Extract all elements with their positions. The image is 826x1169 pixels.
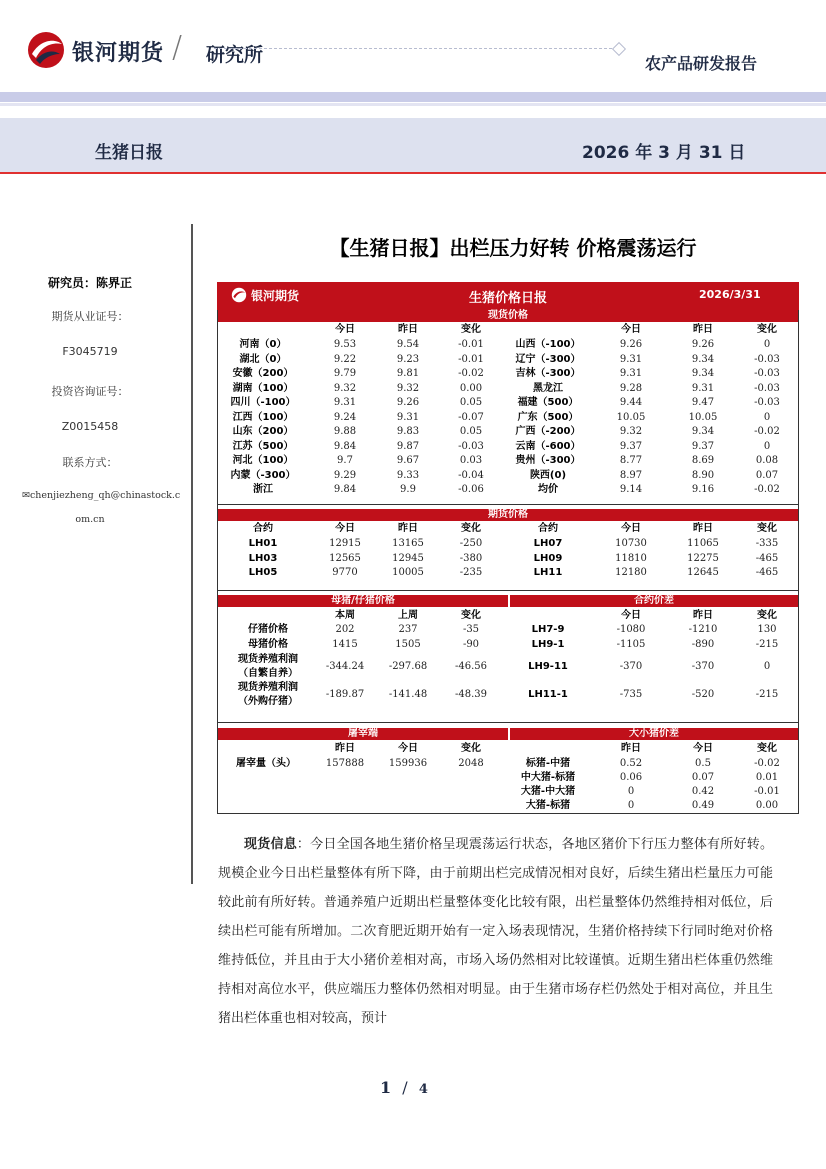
spot-price-cell: 0.03: [459, 455, 483, 466]
spot-info-lead: 现货信息: [244, 837, 297, 852]
region-name: 山东（200）: [232, 426, 294, 437]
spot-price-cell: -0.01: [458, 353, 484, 365]
futures-price-cell: 11065: [687, 538, 719, 549]
institute-name: 研究所: [206, 44, 264, 66]
section-divider: [218, 722, 798, 723]
size-value-cell: 0: [627, 786, 635, 797]
size-header: 今日: [693, 743, 713, 754]
sidebar-divider: [191, 224, 193, 884]
spread-value-cell: -890: [691, 639, 715, 650]
spot-price-cell: 9.47: [691, 397, 715, 408]
page-separator: /: [402, 1078, 408, 1097]
spot-price-cell: -0.07: [458, 411, 484, 423]
region-name: 安徽（200）: [232, 368, 294, 379]
spread-value-cell: -370: [619, 661, 643, 672]
spread-value-cell: -1210: [688, 624, 718, 635]
spot-price-cell: 0: [763, 339, 771, 350]
sow-value-cell: -90: [462, 639, 480, 650]
futures-price-cell: 12565: [329, 552, 361, 564]
spot-header-left: 今日: [335, 324, 355, 335]
spread-value-cell: 0: [763, 661, 771, 672]
spot-price-cell: 9.83: [396, 426, 420, 437]
slaughter-value-cell: 157888: [325, 758, 365, 769]
sow-value-cell: -48.39: [454, 689, 487, 700]
spot-price-cell: 9.28: [619, 382, 643, 394]
spot-price-cell: -0.06: [458, 484, 484, 495]
sow-header: 上周: [398, 610, 418, 621]
spot-info-colon: ：: [296, 837, 311, 852]
region-name: 江西（100）: [232, 411, 294, 423]
futures-header-left: 今日: [335, 523, 355, 534]
spread-value-cell: -520: [691, 689, 715, 700]
email-line-2: om.cn: [75, 514, 105, 525]
spread-value-cell: -1080: [616, 624, 646, 635]
spot-price-cell: -0.03: [754, 382, 780, 394]
region-name: 内蒙（-300）: [230, 469, 296, 481]
spot-price-cell: 9.23: [396, 353, 420, 365]
futures-header-right: 变化: [757, 523, 777, 534]
slaughter-header: 昨日: [335, 743, 355, 754]
futures-price-cell: -465: [755, 567, 779, 578]
spot-price-cell: 9.37: [619, 440, 643, 452]
futures-section-bar: 期货价格: [218, 509, 798, 521]
region-name: 贵州（-300）: [515, 455, 581, 466]
spot-price-cell: -0.02: [754, 484, 780, 495]
report-name: 生猪日报: [95, 143, 163, 163]
spot-price-cell: 9.22: [333, 353, 357, 365]
table-title: 生猪价格日报: [468, 291, 547, 306]
email-link[interactable]: [22, 490, 182, 501]
spot-price-cell: 9.31: [619, 353, 643, 365]
spread-header: 今日: [621, 610, 641, 621]
size-value-cell: 0.06: [619, 772, 643, 783]
spot-price-cell: 9.31: [396, 411, 420, 423]
spot-price-cell: 9.26: [396, 397, 420, 408]
cert-number: F3045719: [62, 345, 118, 358]
spread-name: LH11-1: [528, 689, 568, 700]
spot-price-cell: -0.02: [754, 426, 780, 437]
advisor-number: Z0015458: [61, 420, 119, 433]
spot-price-cell: 0.05: [459, 426, 483, 437]
spot-header-right: 今日: [621, 324, 641, 335]
size-value-cell: 0.00: [755, 800, 779, 811]
spot-price-cell: -0.03: [754, 353, 780, 365]
region-name: 河南（0）: [239, 339, 287, 350]
spot-price-cell: 9.34: [691, 426, 715, 437]
region-name: 四川（-100）: [230, 397, 296, 408]
spot-price-cell: 9.67: [396, 455, 420, 466]
futures-price-cell: -235: [459, 567, 483, 578]
sow-value-cell: -141.48: [388, 689, 428, 700]
size-header: 昨日: [621, 743, 641, 754]
futures-price-cell: 11810: [615, 552, 647, 564]
table-date: 2026/3/31: [699, 288, 761, 301]
spot-price-cell: 9.88: [333, 426, 357, 437]
spot-price-cell: -0.03: [458, 440, 484, 452]
spot-price-cell: 9.32: [619, 426, 643, 437]
spot-price-cell: 10.05: [616, 411, 646, 423]
spot-info-text: 今日全国各地生猪价格呈现震荡运行状态，各地区猪价下行压力整体有所好转。规模企业今日出栏量整体有所下降，由于前期出栏完成情况相对良好，后续生猪出栏量压力可能较此前有所好转。普通养殖户近期出栏量整体变化比较有限，出栏量整体仍然维持相对低位，后续出栏可能有所增加。二次育肥近期开始有一定入场表现情况，生猪价格持续下行同时绝对价格维持低位，并且由于大小猪价差相对高，市场入场仍然相对比较谨慎。近期生猪出栏体重仍然维持相对高位水平，供应端压力整体仍然相对明显。由于生猪市场存栏仍然处于相对高位，并且生猪出栏体重也相对较高，预计: [218, 837, 773, 1026]
email-line-1: chenjiezheng_qh@chinastock.c: [29, 490, 181, 501]
spot-price-cell: -0.01: [458, 339, 484, 350]
futures-price-cell: 12180: [615, 567, 647, 578]
slaughter-header: 今日: [398, 743, 418, 754]
futures-price-cell: -250: [459, 538, 483, 549]
spot-price-cell: 8.90: [691, 469, 715, 481]
contract-name: LH05: [248, 567, 278, 578]
size-spread-name: 标猪-中猪: [525, 758, 571, 769]
slaughter-header: 变化: [461, 743, 481, 754]
galaxy-logo-icon: [26, 30, 66, 70]
slaughter-label: 屠宰量（头）: [236, 758, 296, 769]
spot-price-cell: 9.32: [333, 382, 357, 394]
spot-price-cell: 8.97: [619, 469, 643, 481]
futures-header-right: 昨日: [693, 523, 713, 534]
spot-price-cell: 9.79: [333, 368, 357, 379]
spot-price-cell: 8.69: [691, 455, 715, 466]
size-spread-name: 中大猪-标猪: [520, 772, 576, 783]
futures-price-cell: -465: [755, 552, 779, 564]
page-total: 4: [418, 1082, 428, 1097]
profit-sublabel: （自繁自养）: [238, 668, 298, 679]
spot-price-cell: 10.05: [688, 411, 718, 423]
region-name: 广东（500）: [517, 411, 579, 423]
region-name: 陕西(0): [529, 469, 567, 481]
page-number: 1: [380, 1078, 392, 1097]
spot-price-cell: 9.33: [396, 469, 420, 481]
spot-price-cell: 9.31: [619, 368, 643, 379]
region-name: 河北（100）: [232, 455, 294, 466]
region-name: 辽宁（-300）: [515, 353, 581, 365]
futures-price-cell: 12915: [329, 538, 361, 549]
futures-header-left: 合约: [253, 523, 273, 534]
contract-name: LH11: [533, 567, 563, 578]
futures-header-right: 合约: [538, 523, 558, 534]
spot-price-cell: 9.37: [691, 440, 715, 452]
spot-info-paragraph: [218, 830, 773, 1033]
report-category: 农产品研发报告: [645, 54, 758, 73]
futures-price-cell: -335: [755, 538, 779, 549]
header-stripe: [0, 92, 826, 102]
spot-price-cell: 9.29: [333, 469, 357, 481]
slaughter-section-bar: 屠宰端: [218, 728, 508, 740]
size-value-cell: 0.49: [691, 800, 715, 811]
sow-header: 本周: [335, 610, 355, 621]
report-title: 【生猪日报】出栏压力好转 价格震荡运行: [329, 236, 697, 260]
diamond-icon: [612, 42, 626, 56]
sow-label: 母猪价格: [248, 639, 288, 650]
spot-price-cell: 9.24: [333, 411, 357, 423]
profit-label: 现货养殖利润: [238, 682, 298, 693]
header-dashed-line: [214, 48, 622, 49]
size-value-cell: 0.5: [695, 758, 711, 769]
sow-value-cell: -189.87: [325, 689, 365, 700]
report-date: 2026 年 3 月 31 日: [582, 143, 746, 163]
futures-header-left: 变化: [461, 523, 481, 534]
futures-price-cell: 12945: [392, 552, 424, 564]
contract-name: LH07: [533, 538, 563, 549]
sow-value-cell: -344.24: [325, 661, 365, 672]
region-name: 浙江: [253, 484, 273, 495]
futures-header-right: 今日: [621, 523, 641, 534]
researcher-name: 研究员：陈界正: [47, 276, 132, 290]
region-name: 湖北（0）: [239, 353, 287, 365]
spot-price-cell: 0: [763, 411, 771, 423]
spot-price-cell: 9.54: [396, 339, 420, 350]
spot-header-right: 昨日: [693, 324, 713, 335]
spread-section-bar: 合约价差: [510, 595, 798, 607]
size-value-cell: -0.02: [754, 758, 780, 769]
futures-price-cell: 12275: [687, 552, 719, 564]
sow-value-cell: 1505: [395, 639, 421, 650]
size-value-cell: 0: [627, 800, 635, 811]
slaughter-value-cell: 159936: [388, 758, 428, 769]
spot-price-cell: 9.84: [333, 484, 357, 495]
spread-value-cell: -1105: [616, 639, 646, 650]
sow-value-cell: 237: [398, 624, 418, 635]
contract-name: LH01: [248, 538, 278, 549]
region-name: 山西（-100）: [515, 339, 581, 350]
spot-price-cell: 9.44: [619, 397, 643, 408]
size-value-cell: 0.01: [755, 772, 779, 783]
region-name: 均价: [538, 484, 558, 495]
spot-price-cell: 9.9: [400, 484, 416, 495]
brand-name: 银河期货: [72, 41, 165, 66]
region-name: 福建（500）: [517, 397, 579, 408]
spread-value-cell: 130: [757, 624, 777, 635]
region-name: 黑龙江: [533, 382, 563, 394]
spread-header: 昨日: [693, 610, 713, 621]
futures-price-cell: 12645: [687, 567, 719, 578]
spot-price-cell: 9.34: [691, 353, 715, 365]
spot-price-cell: 9.84: [333, 440, 357, 452]
region-name: 湖南（100）: [232, 382, 294, 394]
spot-price-cell: 9.14: [619, 484, 643, 495]
spot-price-cell: 0.00: [459, 382, 483, 394]
page-indicator: [380, 1078, 428, 1097]
report-band-rule: [0, 172, 826, 174]
size-value-cell: -0.01: [754, 786, 780, 797]
spot-price-cell: 9.26: [619, 339, 643, 350]
spread-name: LH9-11: [528, 661, 568, 672]
spot-price-cell: 9.7: [337, 455, 353, 466]
spot-price-cell: -0.04: [458, 469, 484, 481]
advisor-label: 投资咨询证号：: [51, 385, 129, 398]
region-name: 吉林（-300）: [515, 368, 581, 379]
contract-name: LH03: [248, 552, 278, 564]
table-logo-text: 银河期货: [251, 289, 300, 303]
region-name: 广西（-200）: [515, 426, 581, 437]
futures-price-cell: 10005: [392, 567, 424, 578]
futures-price-cell: 13165: [392, 538, 424, 549]
cert-label: 期货从业证号：: [51, 310, 129, 323]
spot-header-right: 变化: [757, 324, 777, 335]
spot-price-cell: 9.53: [333, 339, 357, 350]
spot-price-cell: -0.03: [754, 368, 780, 379]
mail-icon: ✉: [22, 490, 30, 501]
sow-header: 变化: [461, 610, 481, 621]
spot-price-cell: 0.05: [459, 397, 483, 408]
spot-price-cell: 9.16: [691, 484, 715, 495]
sow-value-cell: 1415: [332, 639, 358, 650]
sow-label: 仔猪价格: [248, 624, 288, 635]
region-name: 云南（-600）: [515, 440, 581, 452]
spread-value-cell: -735: [619, 689, 643, 700]
sow-section-bar: 母猪/仔猪价格: [218, 595, 508, 607]
sow-value-cell: -46.56: [454, 661, 487, 672]
spot-price-cell: 0.08: [755, 455, 779, 466]
futures-price-cell: 9770: [332, 567, 358, 578]
size-spread-name: 大猪-标猪: [525, 800, 571, 811]
price-table-body: [218, 282, 798, 812]
spread-header: 变化: [757, 610, 777, 621]
size-spread-name: 大猪-中大猪: [520, 786, 576, 797]
size-value-cell: 0.52: [619, 758, 643, 769]
spot-price-cell: 9.81: [396, 368, 420, 379]
spread-name: LH9-1: [531, 639, 565, 650]
spot-header-left: 昨日: [398, 324, 418, 335]
futures-price-cell: 10730: [615, 538, 647, 549]
spread-name: LH7-9: [531, 624, 565, 635]
spot-price-cell: 9.34: [691, 368, 715, 379]
size-value-cell: 0.42: [691, 786, 715, 797]
spot-price-cell: 9.87: [396, 440, 420, 452]
sow-value-cell: -35: [462, 624, 480, 635]
spot-price-cell: -0.03: [754, 397, 780, 408]
spot-price-cell: 9.26: [691, 339, 715, 350]
spot-section-bar: 现货价格: [218, 310, 798, 322]
spot-price-cell: 9.31: [691, 382, 715, 394]
futures-header-left: 昨日: [398, 523, 418, 534]
contact-label: 联系方式：: [62, 456, 118, 469]
slaughter-value-cell: 2048: [458, 758, 484, 769]
section-divider: [218, 504, 798, 505]
spot-price-cell: 8.77: [619, 455, 643, 466]
spot-price-cell: 0.07: [755, 469, 779, 481]
region-name: 江苏（500）: [232, 440, 294, 452]
spot-price-cell: -0.02: [458, 368, 484, 379]
spot-price-cell: 9.32: [396, 382, 420, 394]
section-divider: [218, 590, 798, 591]
profit-label: 现货养殖利润: [238, 654, 298, 665]
spot-price-cell: 0: [763, 440, 771, 452]
sow-value-cell: 202: [335, 624, 355, 635]
spot-header-left: 变化: [461, 324, 481, 335]
spread-value-cell: -370: [691, 661, 715, 672]
size-value-cell: 0.07: [691, 772, 715, 783]
header-stripe-light: [0, 103, 826, 106]
spot-price-cell: 9.31: [333, 397, 357, 408]
futures-price-cell: -380: [459, 552, 483, 564]
sow-value-cell: -297.68: [388, 661, 428, 672]
size-section-bar: 大小猪价差: [510, 728, 798, 740]
spread-value-cell: -215: [755, 639, 779, 650]
profit-sublabel: （外购仔猪）: [238, 696, 298, 707]
header-slash: /: [172, 30, 183, 65]
size-header: 变化: [757, 743, 777, 754]
contract-name: LH09: [533, 552, 563, 564]
spread-value-cell: -215: [755, 689, 779, 700]
